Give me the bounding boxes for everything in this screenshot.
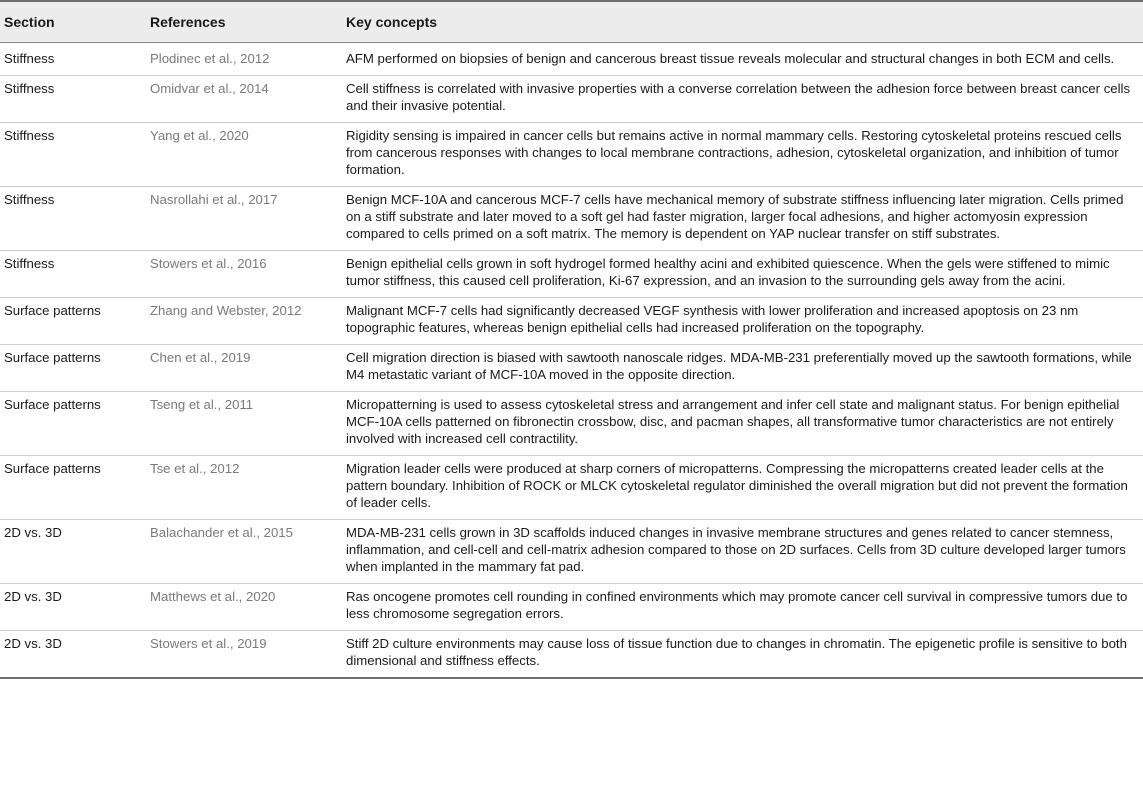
table-row xyxy=(0,123,1143,187)
key-concept-cell: Micropatterning is used to assess cytoskeletal stress and arrangement and infer cell state and malignant status. For benign epithelial MCF-10A cells patterned on fibronectin crossbow, disc, and pacman shapes, all transformative tumor characteristics are not entirely involved with increased cell contractility. xyxy=(342,392,1143,456)
table-row xyxy=(0,631,1143,679)
table-row xyxy=(0,584,1143,631)
key-concept-cell: Stiff 2D culture environments may cause loss of tissue function due to changes in chromatin. The epigenetic profile is sensitive to both dimensional and stiffness effects. xyxy=(342,631,1143,679)
header-row xyxy=(0,1,1143,43)
section-cell: Surface patterns xyxy=(0,392,146,456)
key-concept-cell: AFM performed on biopsies of benign and cancerous breast tissue reveals molecular and structural changes in both ECM and cells. xyxy=(342,43,1143,76)
reference-link[interactable]: Matthews et al., 2020 xyxy=(146,584,342,631)
table-header xyxy=(0,1,1143,43)
table-row xyxy=(0,456,1143,520)
table-row xyxy=(0,187,1143,251)
table-row xyxy=(0,76,1143,123)
table-body xyxy=(0,43,1143,679)
key-concept-cell: Benign MCF-10A and cancerous MCF-7 cells have mechanical memory of substrate stiffness influencing later migration. Cells primed on a stiff substrate and later moved to a soft gel had faster migration, larger focal adhesions, and higher actomyosin expression compared to cells primed on a soft matrix. The memory is dependent on YAP nuclear transfer on stiff substrates. xyxy=(342,187,1143,251)
key-concept-cell: Cell migration direction is biased with sawtooth nanoscale ridges. MDA-MB-231 preferentially moved up the sawtooth formations, while M4 metastatic variant of MCF-10A moved in the opposite direction. xyxy=(342,345,1143,392)
key-concept-cell: Benign epithelial cells grown in soft hydrogel formed healthy acini and exhibited quiescence. When the gels were stiffened to mimic tumor stiffness, this caused cell proliferation, Ki-67 expression, and an invasion to the surrounding gels away from the acini. xyxy=(342,251,1143,298)
key-concept-cell: Cell stiffness is correlated with invasive properties with a converse correlation between the adhesion force between breast cancer cells and their invasive potential. xyxy=(342,76,1143,123)
section-cell: Surface patterns xyxy=(0,456,146,520)
reference-link[interactable]: Yang et al., 2020 xyxy=(146,123,342,187)
reference-link[interactable]: Balachander et al., 2015 xyxy=(146,520,342,584)
table-row xyxy=(0,520,1143,584)
table-row xyxy=(0,251,1143,298)
reference-link[interactable]: Tseng et al., 2011 xyxy=(146,392,342,456)
header-section: Section xyxy=(0,1,146,43)
reference-link[interactable]: Omidvar et al., 2014 xyxy=(146,76,342,123)
key-concept-cell: Malignant MCF-7 cells had significantly decreased VEGF synthesis with lower proliferation and increased apoptosis on 23 nm topographic features, whereas benign epithelial cells had increased proliferation on the topography. xyxy=(342,298,1143,345)
key-concept-cell: Ras oncogene promotes cell rounding in confined environments which may promote cancer cell survival in compressive tumors due to less chromosome segregation errors. xyxy=(342,584,1143,631)
section-cell: Stiffness xyxy=(0,251,146,298)
reference-link[interactable]: Stowers et al., 2016 xyxy=(146,251,342,298)
table-row xyxy=(0,43,1143,76)
section-cell: Surface patterns xyxy=(0,345,146,392)
section-cell: Surface patterns xyxy=(0,298,146,345)
reference-link[interactable]: Stowers et al., 2019 xyxy=(146,631,342,679)
table-row xyxy=(0,392,1143,456)
header-key-concepts: Key concepts xyxy=(342,1,1143,43)
reference-link[interactable]: Plodinec et al., 2012 xyxy=(146,43,342,76)
section-cell: 2D vs. 3D xyxy=(0,520,146,584)
section-cell: Stiffness xyxy=(0,187,146,251)
section-cell: 2D vs. 3D xyxy=(0,631,146,679)
table-row xyxy=(0,298,1143,345)
section-cell: Stiffness xyxy=(0,43,146,76)
header-references: References xyxy=(146,1,342,43)
table-row xyxy=(0,345,1143,392)
reference-link[interactable]: Tse et al., 2012 xyxy=(146,456,342,520)
reference-link[interactable]: Nasrollahi et al., 2017 xyxy=(146,187,342,251)
section-cell: Stiffness xyxy=(0,123,146,187)
section-cell: Stiffness xyxy=(0,76,146,123)
reference-link[interactable]: Zhang and Webster, 2012 xyxy=(146,298,342,345)
key-concept-cell: Rigidity sensing is impaired in cancer cells but remains active in normal mammary cells. Restoring cytoskeletal proteins rescued cells from cancerous responses with changes to local membrane contractions, adhesion, cytoskeletal organization, and inhibition of tumor formation. xyxy=(342,123,1143,187)
key-concept-cell: Migration leader cells were produced at sharp corners of micropatterns. Compressing the micropatterns created leader cells at the pattern boundary. Inhibition of ROCK or MLCK cytoskeletal regulator diminished the overall migration but did not prevent the formation of leader cells. xyxy=(342,456,1143,520)
reference-link[interactable]: Chen et al., 2019 xyxy=(146,345,342,392)
key-concept-cell: MDA-MB-231 cells grown in 3D scaffolds induced changes in invasive membrane structures and genes related to cancer stemness, inflammation, and cell-cell and cell-matrix adhesion compared to those on 2D surfaces. Cells from 3D culture developed larger tumors when implanted in the mammary fat pad. xyxy=(342,520,1143,584)
section-cell: 2D vs. 3D xyxy=(0,584,146,631)
